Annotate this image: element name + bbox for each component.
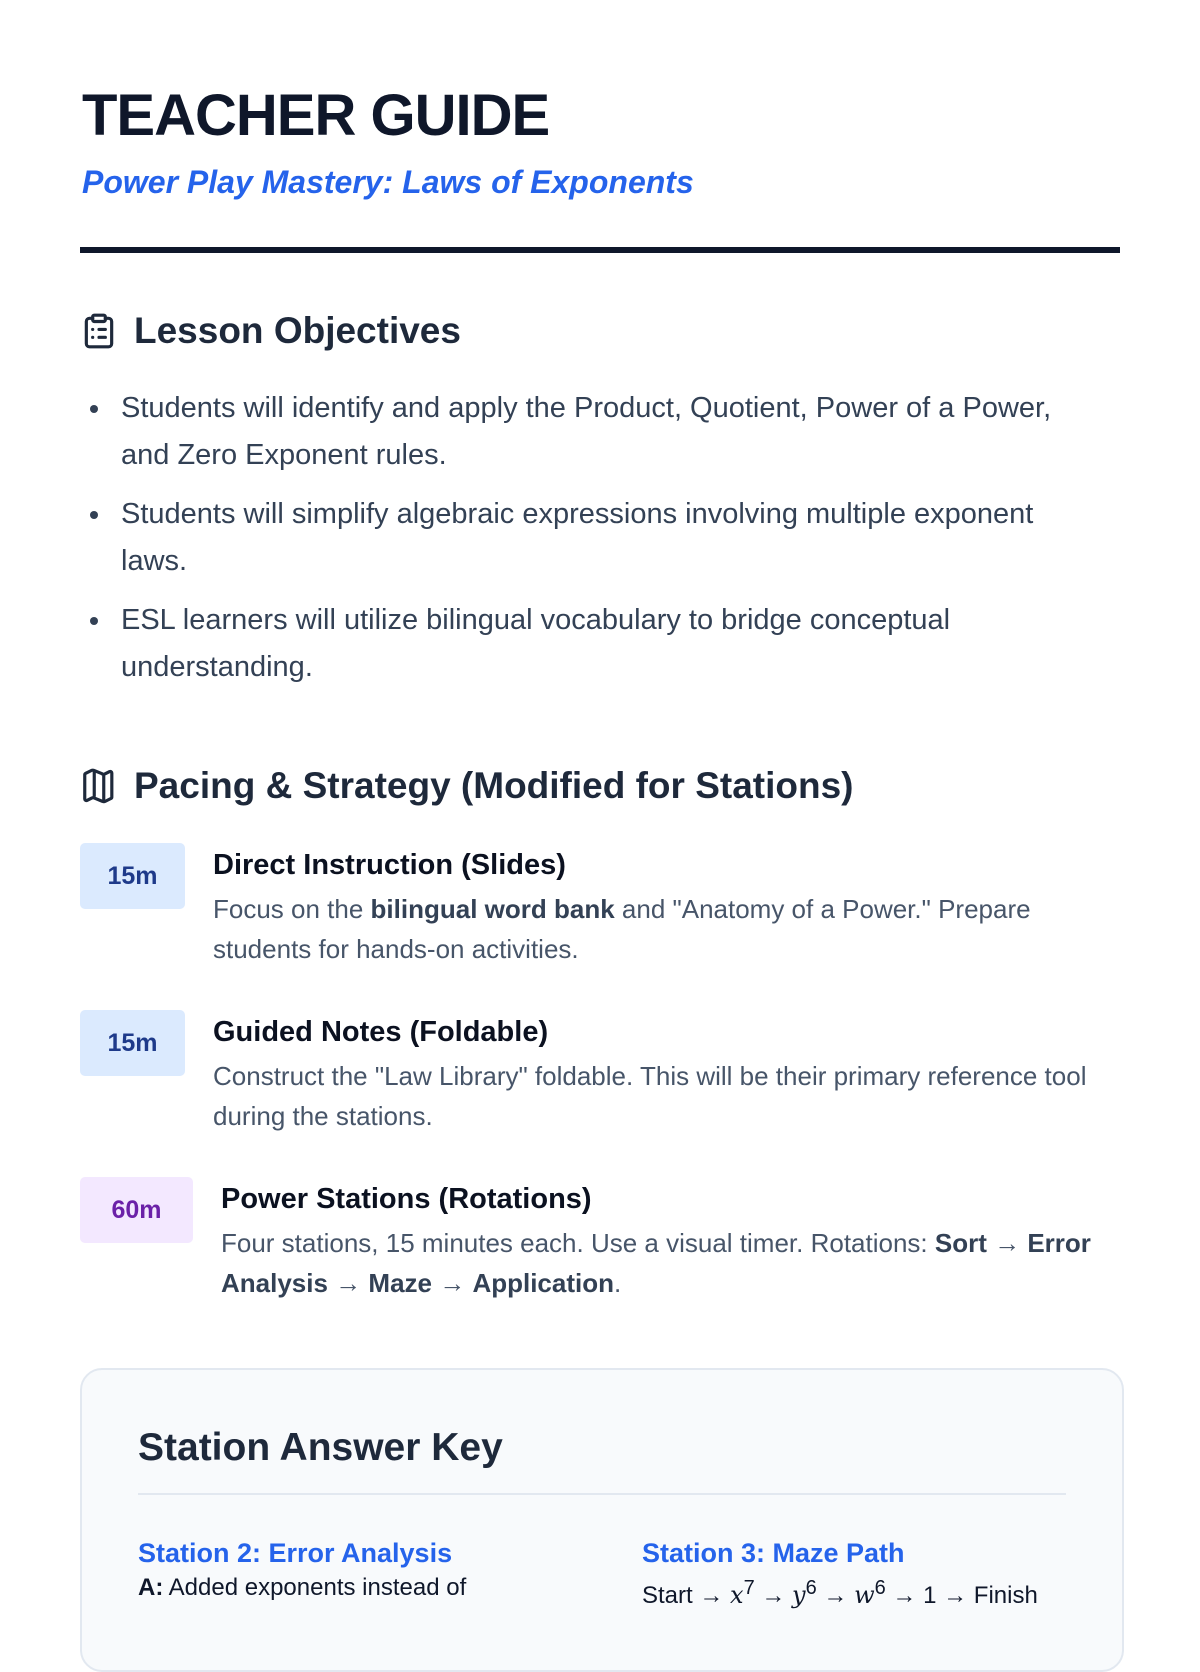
list-item: Students will identify and apply the Product, Quotient, Power of a Power, and Zero Exponent rules.	[90, 385, 1090, 479]
pacing-item-description: Focus on the bilingual word bank and "Anatomy of a Power." Prepare students for hands-on activities.	[213, 894, 1031, 964]
pacing-heading-text: Pacing & Strategy (Modified for Stations)	[134, 765, 854, 806]
page-subtitle: Power Play Mastery: Laws of Exponents	[82, 164, 694, 200]
pacing-item-title: Direct Instruction (Slides)	[213, 849, 566, 881]
station-title: Station 3: Maze Path	[642, 1538, 905, 1568]
pacing-item-power-stations	[80, 1177, 1120, 1317]
list-item: ESL learners will utilize bilingual vocabulary to bridge conceptual understanding.	[90, 597, 1090, 691]
objectives-heading	[80, 310, 461, 352]
list-item: Students will simplify algebraic expressions involving multiple exponent laws.	[90, 491, 1090, 585]
objectives-heading-text: Lesson Objectives	[134, 310, 461, 351]
station-2-answer	[138, 1536, 598, 1606]
time-badge: 15m	[80, 843, 185, 909]
time-badge: 15m	[80, 1010, 185, 1076]
rotation-error-analysis: Error Analysis	[221, 1228, 1091, 1298]
pacing-item-direct-instruction	[80, 843, 1120, 983]
pacing-item-description: Construct the "Law Library" foldable. This will be their primary reference tool during the stations.	[213, 1061, 1087, 1131]
rotation-sort: Sort	[934, 1228, 987, 1258]
maze-path-line: Start → $x^7 \to y^6 \to w^6 \to 1$ → Finish	[642, 1577, 1038, 1609]
objectives-list	[90, 385, 1090, 703]
rotation-application: Application	[472, 1268, 614, 1298]
map-icon	[80, 767, 118, 805]
rotation-maze: Maze	[368, 1268, 432, 1298]
answer-key-card	[80, 1368, 1124, 1672]
pacing-item-title: Power Stations (Rotations)	[221, 1183, 592, 1215]
station-title: Station 2: Error Analysis	[138, 1538, 453, 1568]
pacing-item-guided-notes	[80, 1010, 1120, 1150]
answer-key-heading: Station Answer Key	[138, 1426, 503, 1469]
clipboard-icon	[80, 312, 118, 350]
time-badge: 60m	[80, 1177, 193, 1243]
station-answer-line: A: Added exponents instead of	[138, 1574, 467, 1601]
pacing-item-title: Guided Notes (Foldable)	[213, 1016, 549, 1048]
answer-key-divider	[138, 1493, 1066, 1495]
header-divider	[80, 247, 1120, 253]
pacing-item-description: Four stations, 15 minutes each. Use a visual timer. Rotations: Sort → Error Analysis → Maze → Application.	[221, 1228, 1091, 1298]
station-3-answer	[642, 1536, 1102, 1614]
page-title: TEACHER GUIDE	[82, 83, 550, 148]
bold-phrase: bilingual word bank	[370, 894, 615, 924]
pacing-heading	[80, 765, 854, 807]
